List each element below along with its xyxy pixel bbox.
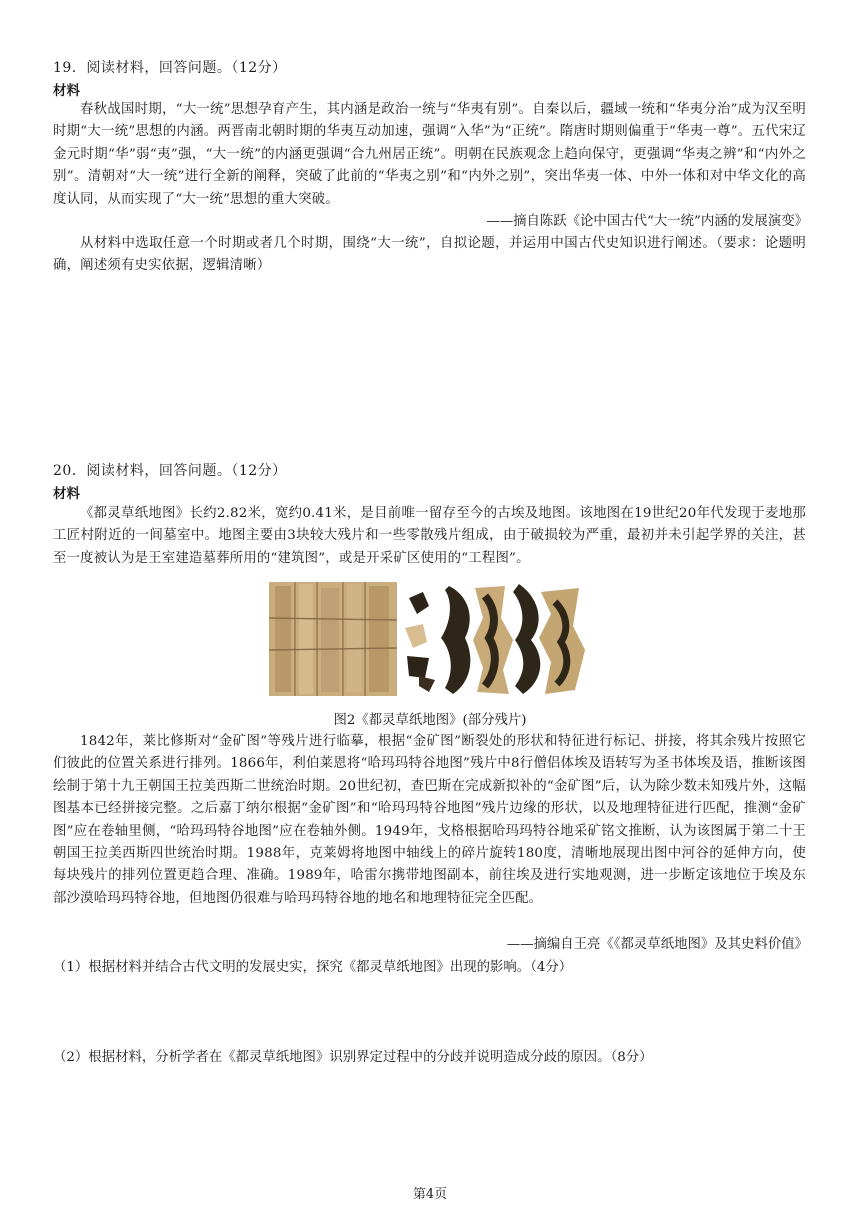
question-20-source: ——摘编自王亮《《都灵草纸地图》及其史料价值》	[506, 937, 808, 952]
question-19-prompt: 从材料中选取任意一个时期或者几个时期，围绕“大一统”，自拟论题，并运用中国古代史知识进行阐述。（要求：论题明确，阐述须有史实依据，逻辑清晰）	[53, 236, 806, 274]
turin-papyrus-map-image	[269, 578, 587, 698]
question-20-title: 20．阅读材料，回答问题。（12分）	[53, 463, 287, 479]
question-19-title: 19．阅读材料，回答问题。（12分）	[53, 60, 287, 76]
question-20-subquestion-2: （2）根据材料，分析学者在《都灵草纸地图》识别界定过程中的分歧并说明造成分歧的原因。（8分）	[53, 1050, 653, 1065]
question-20-material-text: 《都灵草纸地图》长约2.82米，宽约0.41米，是目前唯一留存至今的古埃及地图。该地图在19世纪20年代发现于麦地那工匠村附近的一间墓室中。地图主要由3块较大残片和一些零散残片组成，由于破损较为严重，最初并未引起学界的关注，甚至一度被认为是王室建造墓葬所用的“建筑图”，或是开采矿区使用的“工程图”。	[53, 506, 806, 566]
question-20-subquestion-1: （1）根据材料并结合古代文明的发展史实，探究《都灵草纸地图》出现的影响。（4分）	[53, 960, 573, 975]
question-19-material-text: 春秋战国时期，“大一统”思想孕育产生，其内涵是政治一统与“华夷有别”。自秦以后，疆域一统和“华夷分治”成为汉至明时期“大一统”思想的内涵。两晋南北朝时期的华夷互动加速，强调“入华”为“正统”。隋唐时期则偏重于“华夷一尊”。五代宋辽金元时期“华”弱“夷”强，“大一统”的内涵更强调“合九州居正统”。明朝在民族观念上趋向保守，更强调“华夷之辨”和“内外之别”。清朝对“大一统”进行全新的阐释，突破了此前的“华夷之别”和“内外之别”，突出华夷一体、中外一体和对中华文化的高度认同，从而实现了“大一统”思想的重大突破。	[53, 102, 806, 207]
figure-2-caption: 图2《都灵草纸地图》(部分残片)	[333, 713, 527, 728]
question-19-material-label: 材料	[53, 83, 80, 99]
page-number: 第4页	[412, 1187, 448, 1202]
question-19-source: ——摘自陈跃《论中国古代“大一统”内涵的发展演变》	[486, 214, 808, 229]
question-20-material-text-2: 1842年，莱比修斯对“金矿图”等残片进行临摹，根据“金矿图”断裂处的形状和特征进行标记、拼接，将其余残片按照它们彼此的位置关系进行排列。1866年，利伯莱恩将“哈玛玛特谷地图”残片中8行僧侣体埃及语转写为圣书体埃及语，推断该图绘制于第十九王朝国王拉美西斯二世统治时期。20世纪初，查巴斯在完成新拟补的“金矿图”后，认为除少数未知残片外，这幅图基本已经拼接完整。之后嘉丁纳尔根据“金矿图”和“哈玛玛特谷地图”残片边缘的形状，以及地理特征进行匹配，推测“金矿图”应在卷轴里侧，“哈玛玛特谷地图”应在卷轴外侧。1949年，戈格根据哈玛玛特谷地采矿铭文推断，认为该图属于第二十王朝国王拉美西斯四世统治时期。1988年，克莱姆将地图中轴线上的碎片旋转180度，清晰地展现出图中河谷的延伸方向，使每块残片的排列位置更趋合理、准确。1989年，哈雷尔携带地图副本，前往埃及进行实地观测，进一步断定该地位于埃及东部沙漠哈玛玛特谷地，但地图仍很难与哈玛玛特谷地的地名和地理特征完全匹配。	[53, 734, 806, 906]
question-20-material-label: 材料	[53, 486, 80, 502]
